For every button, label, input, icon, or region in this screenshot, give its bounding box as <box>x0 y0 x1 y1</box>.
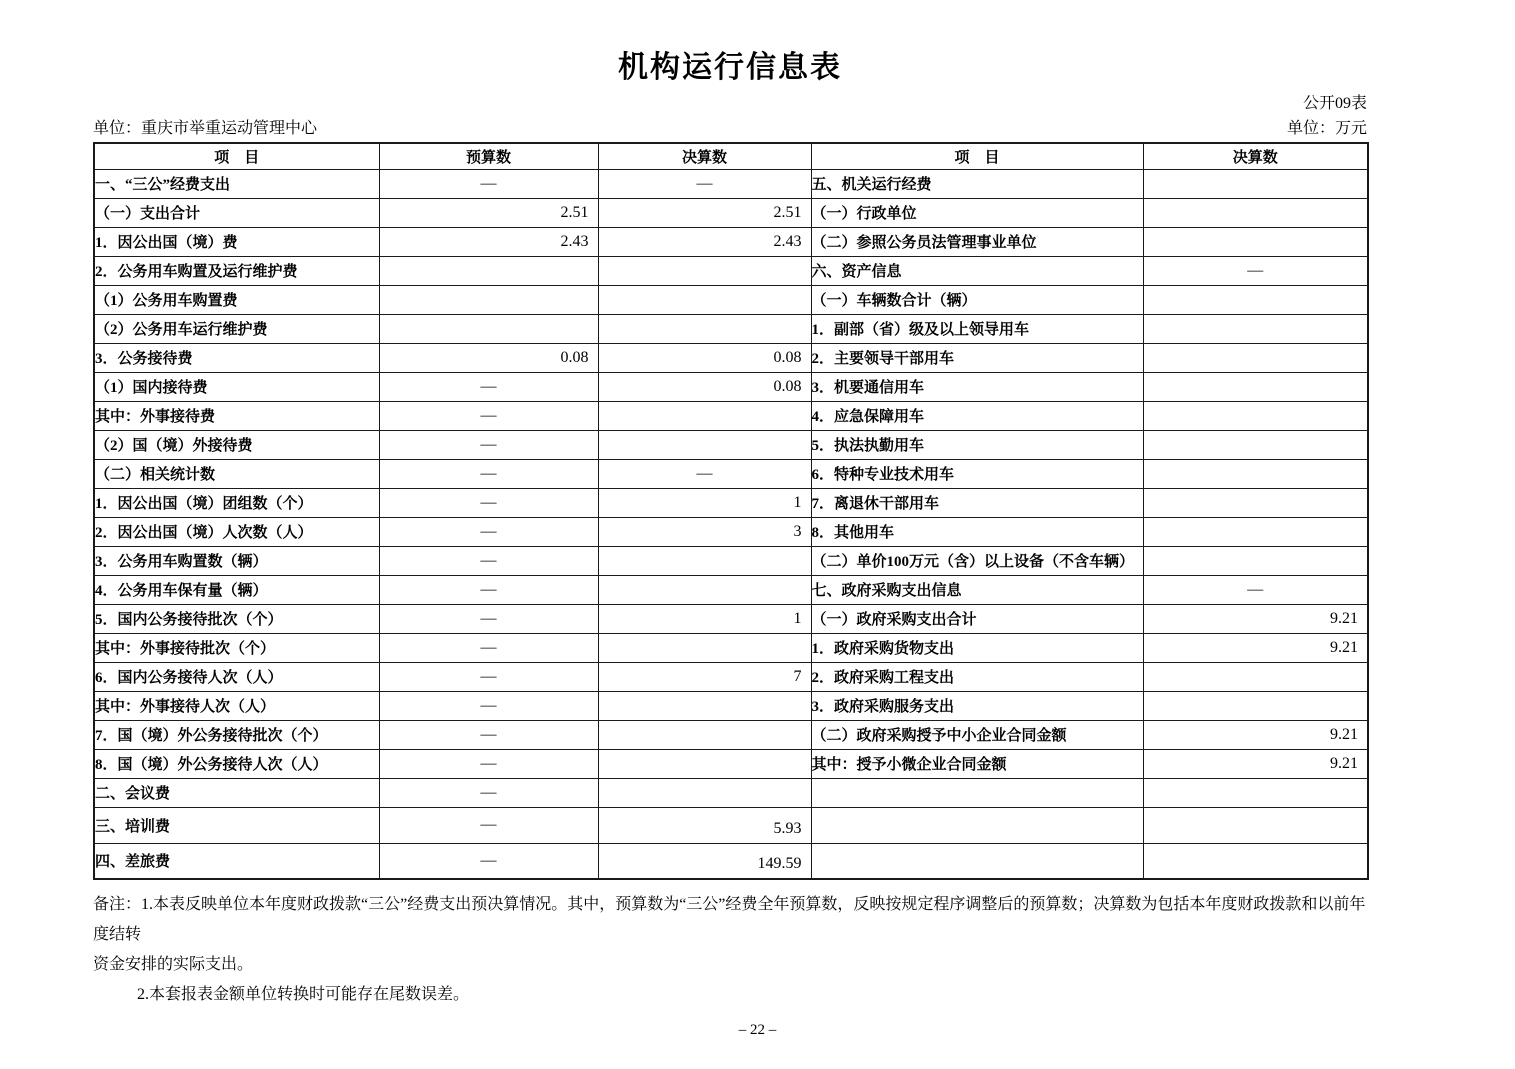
institution-operation-table <box>93 142 1369 880</box>
notes-block <box>93 890 1367 1010</box>
final-value-cell <box>598 546 811 575</box>
final-value-cell: 5.93 <box>598 807 811 843</box>
item-label-cell: （二）相关统计数 <box>94 459 379 488</box>
table-row <box>94 198 1368 227</box>
budget-value-cell <box>379 285 598 314</box>
right-item-label-cell: 五、机关运行经费 <box>811 169 1143 198</box>
right-item-label-cell <box>811 843 1143 879</box>
right-item-label-cell: 8．其他用车 <box>811 517 1143 546</box>
table-row <box>94 256 1368 285</box>
right-item-label-cell: （二）政府采购授予中小企业合同金额 <box>811 720 1143 749</box>
item-label-cell: 7．国（境）外公务接待批次（个） <box>94 720 379 749</box>
budget-value-cell <box>379 314 598 343</box>
unit-row <box>93 119 1367 139</box>
item-label-cell: 6．国内公务接待人次（人） <box>94 662 379 691</box>
table-row <box>94 843 1368 879</box>
right-final-value-cell: 9.21 <box>1143 633 1368 662</box>
item-label-cell: 4．公务用车保有量（辆） <box>94 575 379 604</box>
right-final-value-cell <box>1143 546 1368 575</box>
right-final-value-cell <box>1143 372 1368 401</box>
table-row <box>94 662 1368 691</box>
right-final-value-cell <box>1143 430 1368 459</box>
table-row <box>94 691 1368 720</box>
item-label-cell: 一、“三公”经费支出 <box>94 169 379 198</box>
table-row <box>94 343 1368 372</box>
right-item-label-cell: 六、资产信息 <box>811 256 1143 285</box>
right-final-value-cell <box>1143 285 1368 314</box>
budget-value-cell: — <box>379 662 598 691</box>
item-label-cell: （1）国内接待费 <box>94 372 379 401</box>
right-item-label-cell: （二）单价100万元（含）以上设备（不含车辆） <box>811 546 1143 575</box>
final-value-cell: 1 <box>598 604 811 633</box>
note-line: 备注：1.本表反映单位本年度财政拨款“三公”经费支出预决算情况。其中，预算数为“三公”经费全年预算数，反映按规定程序调整后的预算数；决算数为包括本年度财政拨款和以前年度结转 <box>93 896 1366 943</box>
item-label-cell: （1）公务用车购置费 <box>94 285 379 314</box>
col-header-item-right: 项 目 <box>811 143 1143 169</box>
col-header-final-left: 决算数 <box>598 143 811 169</box>
budget-value-cell: — <box>379 843 598 879</box>
right-final-value-cell <box>1143 662 1368 691</box>
final-value-cell: 2.43 <box>598 227 811 256</box>
note-line: 2.本套报表金额单位转换时可能存在尾数误差。 <box>137 986 470 1003</box>
right-final-value-cell <box>1143 401 1368 430</box>
budget-value-cell: — <box>379 546 598 575</box>
budget-value-cell: — <box>379 604 598 633</box>
right-item-label-cell: （二）参照公务员法管理事业单位 <box>811 227 1143 256</box>
right-item-label-cell: （一）政府采购支出合计 <box>811 604 1143 633</box>
right-item-label-cell: 4．应急保障用车 <box>811 401 1143 430</box>
budget-value-cell: — <box>379 778 598 807</box>
right-final-value-cell <box>1143 778 1368 807</box>
final-value-cell: 2.51 <box>598 198 811 227</box>
budget-value-cell: — <box>379 749 598 778</box>
col-header-final-right: 决算数 <box>1143 143 1368 169</box>
budget-value-cell: 2.51 <box>379 198 598 227</box>
budget-value-cell <box>379 256 598 285</box>
table-row <box>94 807 1368 843</box>
table-body <box>94 169 1368 879</box>
item-label-cell: 8．国（境）外公务接待人次（人） <box>94 749 379 778</box>
right-item-label-cell: （一）车辆数合计（辆） <box>811 285 1143 314</box>
budget-value-cell: — <box>379 488 598 517</box>
right-item-label-cell: 3．政府采购服务支出 <box>811 691 1143 720</box>
final-value-cell <box>598 778 811 807</box>
right-final-value-cell: 9.21 <box>1143 749 1368 778</box>
final-value-cell <box>598 575 811 604</box>
right-final-value-cell <box>1143 314 1368 343</box>
right-final-value-cell: 9.21 <box>1143 604 1368 633</box>
right-final-value-cell: 9.21 <box>1143 720 1368 749</box>
final-value-cell <box>598 285 811 314</box>
budget-value-cell: — <box>379 720 598 749</box>
budget-value-cell: — <box>379 807 598 843</box>
final-value-cell: 7 <box>598 662 811 691</box>
item-label-cell: 3．公务接待费 <box>94 343 379 372</box>
right-final-value-cell <box>1143 691 1368 720</box>
final-value-cell <box>598 314 811 343</box>
final-value-cell <box>598 256 811 285</box>
right-item-label-cell: 1．副部（省）级及以上领导用车 <box>811 314 1143 343</box>
right-final-value-cell <box>1143 459 1368 488</box>
budget-value-cell: 2.43 <box>379 227 598 256</box>
right-item-label-cell: 其中：授予小微企业合同金额 <box>811 749 1143 778</box>
item-label-cell: 其中：外事接待人次（人） <box>94 691 379 720</box>
budget-value-cell: — <box>379 691 598 720</box>
table-row <box>94 314 1368 343</box>
final-value-cell: 149.59 <box>598 843 811 879</box>
final-value-cell <box>598 633 811 662</box>
final-value-cell <box>598 691 811 720</box>
right-item-label-cell: 7．离退休干部用车 <box>811 488 1143 517</box>
table-row <box>94 227 1368 256</box>
budget-value-cell: — <box>379 372 598 401</box>
right-final-value-cell <box>1143 169 1368 198</box>
final-value-cell: 1 <box>598 488 811 517</box>
right-final-value-cell <box>1143 517 1368 546</box>
right-item-label-cell: （一）行政单位 <box>811 198 1143 227</box>
final-value-cell <box>598 720 811 749</box>
budget-value-cell: — <box>379 633 598 662</box>
item-label-cell: 3．公务用车购置数（辆） <box>94 546 379 575</box>
final-value-cell: — <box>598 459 811 488</box>
budget-value-cell: — <box>379 517 598 546</box>
item-label-cell: 其中：外事接待批次（个） <box>94 633 379 662</box>
table-row <box>94 401 1368 430</box>
table-row <box>94 633 1368 662</box>
right-item-label-cell: 5．执法执勤用车 <box>811 430 1143 459</box>
table-row <box>94 169 1368 198</box>
right-final-value-cell <box>1143 488 1368 517</box>
note-line: 资金安排的实际支出。 <box>93 956 254 973</box>
final-value-cell: 0.08 <box>598 343 811 372</box>
item-label-cell: 四、差旅费 <box>94 843 379 879</box>
item-label-cell: （2）公务用车运行维护费 <box>94 314 379 343</box>
table-row <box>94 372 1368 401</box>
item-label-cell: 1．因公出国（境）费 <box>94 227 379 256</box>
table-row <box>94 546 1368 575</box>
item-label-cell: 1．因公出国（境）团组数（个） <box>94 488 379 517</box>
table-row <box>94 749 1368 778</box>
right-final-value-cell: — <box>1143 575 1368 604</box>
budget-value-cell: — <box>379 169 598 198</box>
budget-value-cell: — <box>379 401 598 430</box>
table-row <box>94 720 1368 749</box>
budget-value-cell: 0.08 <box>379 343 598 372</box>
item-label-cell: 其中：外事接待费 <box>94 401 379 430</box>
right-final-value-cell <box>1143 198 1368 227</box>
final-value-cell: 0.08 <box>598 372 811 401</box>
col-header-item-left: 项 目 <box>94 143 379 169</box>
final-value-cell <box>598 749 811 778</box>
page-title: 机构运行信息表 <box>618 51 842 84</box>
table-row <box>94 778 1368 807</box>
final-value-cell <box>598 401 811 430</box>
right-item-label-cell: 七、政府采购支出信息 <box>811 575 1143 604</box>
col-header-budget: 预算数 <box>379 143 598 169</box>
header-row <box>94 143 1368 169</box>
final-value-cell: 3 <box>598 517 811 546</box>
right-final-value-cell <box>1143 843 1368 879</box>
item-label-cell: 5．国内公务接待批次（个） <box>94 604 379 633</box>
right-final-value-cell <box>1143 343 1368 372</box>
budget-value-cell: — <box>379 430 598 459</box>
document-page <box>93 0 1367 1010</box>
table-row <box>94 430 1368 459</box>
budget-value-cell: — <box>379 575 598 604</box>
form-code-label: 公开09表 <box>1302 95 1367 112</box>
table-row <box>94 604 1368 633</box>
table-row <box>94 517 1368 546</box>
item-label-cell: 三、培训费 <box>94 807 379 843</box>
right-item-label-cell: 6．特种专业技术用车 <box>811 459 1143 488</box>
right-final-value-cell <box>1143 807 1368 843</box>
final-value-cell <box>598 430 811 459</box>
page-number: – 22 – <box>738 1022 777 1038</box>
right-final-value-cell <box>1143 227 1368 256</box>
item-label-cell: 二、会议费 <box>94 778 379 807</box>
table-row <box>94 459 1368 488</box>
table-row <box>94 575 1368 604</box>
budget-value-cell: — <box>379 459 598 488</box>
item-label-cell: （一）支出合计 <box>94 198 379 227</box>
final-value-cell: — <box>598 169 811 198</box>
item-label-cell: （2）国（境）外接待费 <box>94 430 379 459</box>
right-final-value-cell: — <box>1143 256 1368 285</box>
right-item-label-cell <box>811 807 1143 843</box>
table-row <box>94 488 1368 517</box>
item-label-cell: 2．因公出国（境）人次数（人） <box>94 517 379 546</box>
right-item-label-cell: 2．政府采购工程支出 <box>811 662 1143 691</box>
item-label-cell: 2．公务用车购置及运行维护费 <box>94 256 379 285</box>
table-row <box>94 285 1368 314</box>
right-item-label-cell: 1．政府采购货物支出 <box>811 633 1143 662</box>
unit-name-label: 单位：重庆市举重运动管理中心 <box>93 120 318 137</box>
right-item-label-cell: 2．主要领导干部用车 <box>811 343 1143 372</box>
unit-currency-label: 单位：万元 <box>1286 120 1367 137</box>
right-item-label-cell <box>811 778 1143 807</box>
right-item-label-cell: 3．机要通信用车 <box>811 372 1143 401</box>
